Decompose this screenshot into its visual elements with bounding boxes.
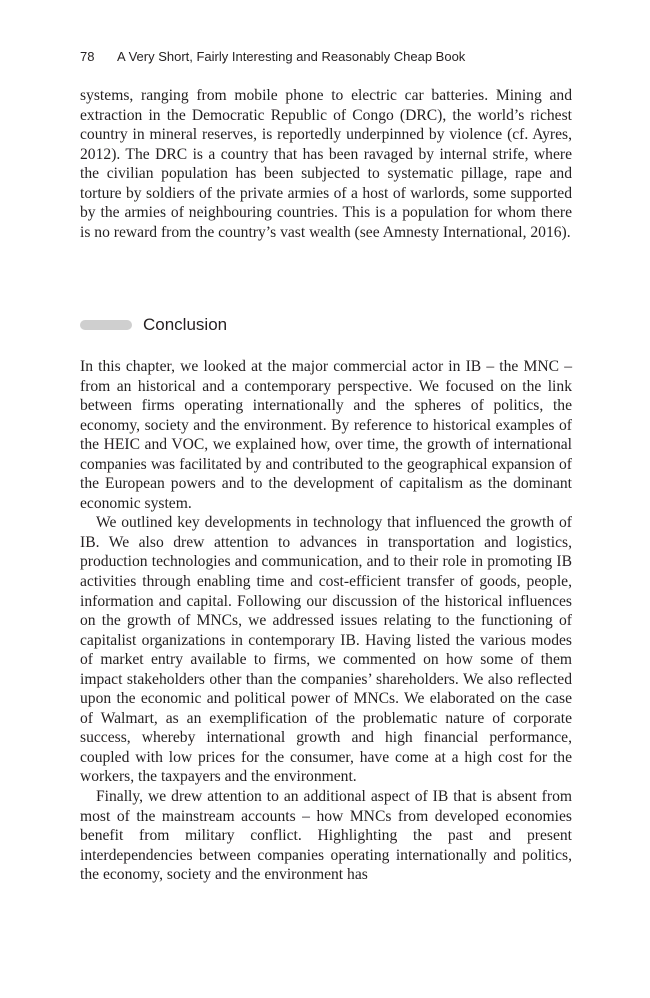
conclusion-paragraph-2: We outlined key developments in technology that influenced the growth of IB. We also drew attention to advances in transportation and logistics, production technologies and communication, and to their role in promoting IB activities through enabling time and cost-efficient transfer of goods, people, information and capital. Following our discussion of the historical influences on the growth of MNCs, we addressed issues relating to the functioning of capitalist organizations in contemporary IB. Having listed the various modes of market entry available to firms, we commented on how some of them impact stakeholders other than the companies’ shareholders. We also reflected upon the economic and political power of MNCs. We elaborated on the case of Walmart, as an exemplification of the problematic nature of corporate success, whereby international growth and high financial performance, coupled with low prices for the consumer, have come at a high cost for the workers, the taxpayers and the environment. xyxy=(80,514,572,786)
book-title: A Very Short, Fairly Interesting and Reasonably Cheap Book xyxy=(117,49,466,64)
conclusion-paragraph-1: In this chapter, we looked at the major commercial actor in IB – the MNC – from an historical and a contemporary perspective. We focused on the link between firms operating internationally and the spheres of politics, the economy, society and the environment. By reference to historical examples of the HEIC and VOC, we explained how, over time, the growth of international companies was facilitated by and contributed to the geographical expansion of the European powers and to the development of capitalism as the dominant economic system. xyxy=(80,358,572,512)
intro-paragraph: systems, ranging from mobile phone to electric car batteries. Mining and extraction in the Democratic Republic of Congo (DRC), the world’s richest country in mineral reserves, is reportedly underpinned by violence (cf. Ayres, 2012). The DRC is a country that has been ravaged by internal strife, where the civilian population has been subjected to systematic pillage, rape and torture by soldiers of the private armies of a host of warlords, some supported by the armies of neighbouring countries. This is a population for whom there is no reward from the country’s vast wealth (see Amnesty International, 2016). xyxy=(80,87,572,241)
page-number: 78 xyxy=(80,49,95,64)
conclusion-paragraph-3: Finally, we drew attention to an additional aspect of IB that is absent from most of the mainstream accounts – how MNCs from developed economies benefit from military conflict. Highlighting the past and present interdependencies between companies operating internationally and politics, the economy, society and the environment has xyxy=(80,788,572,884)
section-title: Conclusion xyxy=(143,315,228,334)
running-head xyxy=(80,49,572,65)
conclusion-text-block xyxy=(80,357,572,885)
intro-text-block xyxy=(80,86,572,242)
section-heading xyxy=(80,314,227,336)
section-heading-bar xyxy=(80,320,132,330)
